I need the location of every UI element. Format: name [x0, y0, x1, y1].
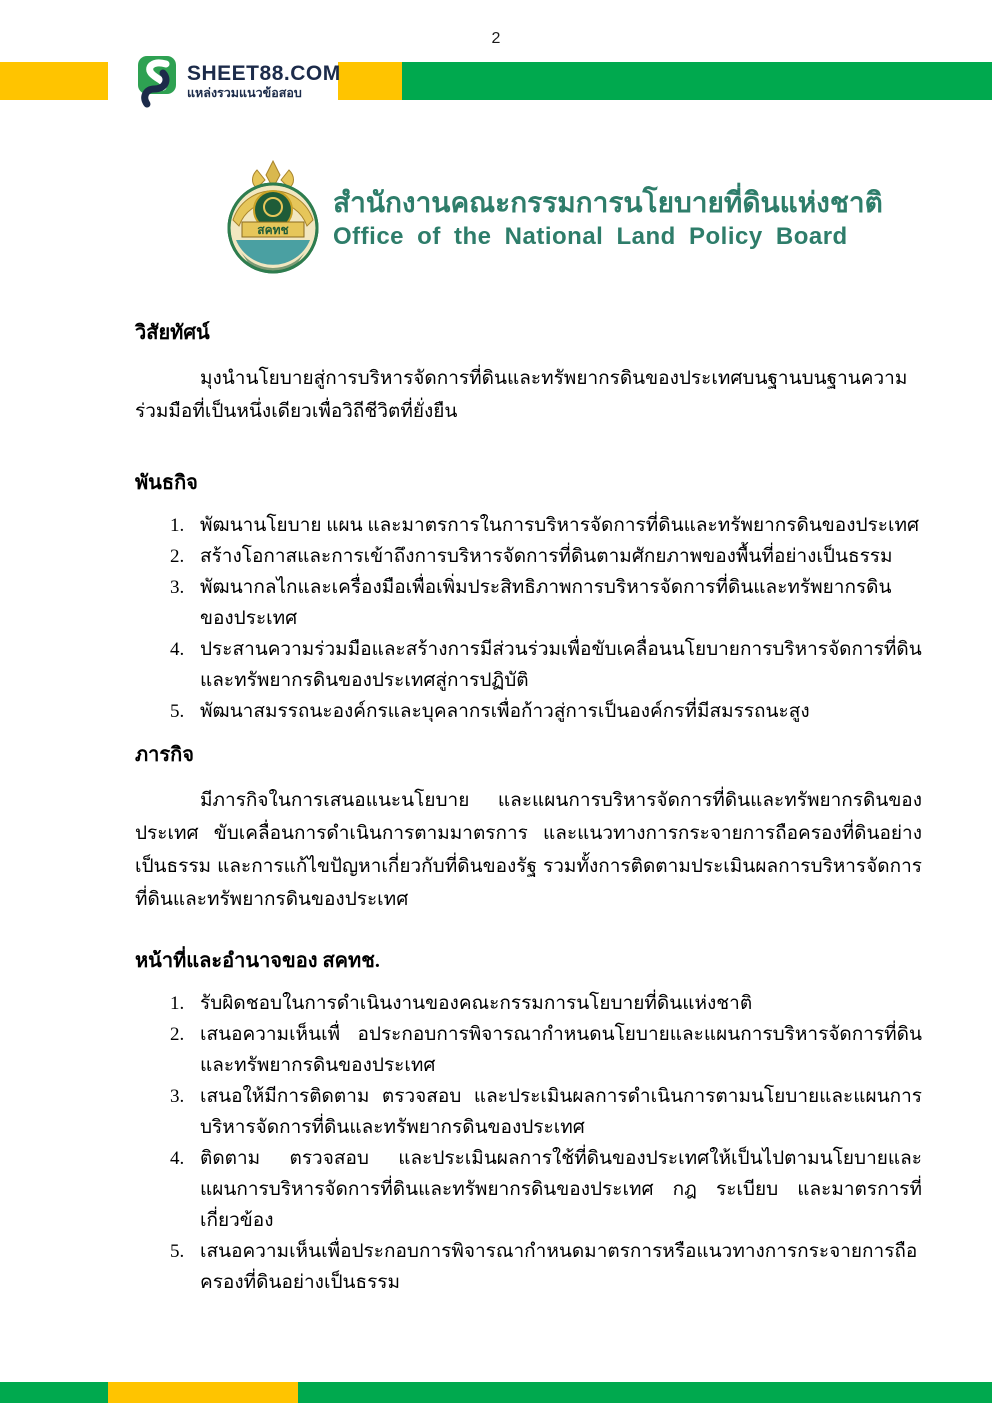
list-item-number: 5.: [170, 701, 185, 722]
mission-list: [135, 510, 922, 727]
tasks-paragraph: มีภารกิจในการเสนอแนะนโยบาย และแผนการบริหารจัดการที่ดินและทรัพยากรดินของประเทศ ขับเคลื่อนการดำเนินการตามมาตรการ และแนวทางการกระจายการถือครองที่ดินอย่างเป็นธรรม และการแก้ไขปัญหาเกี่ยวกับที่ดินของรัฐ รวมทั้งการติดตามประเมินผลการบริหารจัดการที่ดินและทรัพยากรดินของประเทศ: [135, 790, 922, 910]
list-item: [135, 634, 922, 696]
header-bar-yellow-left: [0, 62, 108, 100]
list-item-text: เสนอความเห็นเพื่อประกอบการพิจารณากำหนดมาตรการหรือแนวทางการกระจายการถือครองที่ดินอย่างเป็นธรรม: [200, 1241, 918, 1293]
section-tasks: [135, 738, 922, 916]
list-item-number: 3.: [170, 1086, 185, 1107]
sheet88-brand: [136, 56, 341, 108]
org-title-english: Office of the National Land Policy Board: [333, 223, 848, 250]
list-item: [135, 1236, 922, 1298]
list-item: [135, 988, 922, 1019]
list-item-number: 4.: [170, 1148, 185, 1169]
list-item: [135, 696, 922, 727]
header-bar-yellow-mid: [338, 62, 402, 100]
list-item-text: พัฒนานโยบาย แผน และมาตรการในการบริหารจัดการที่ดินและทรัพยากรดินของประเทศ: [200, 515, 920, 536]
list-item-number: 3.: [170, 577, 185, 598]
vision-heading: วิสัยทัศน์: [135, 322, 210, 344]
list-item: [135, 510, 922, 541]
org-emblem-text: สคทช: [257, 223, 289, 237]
list-item: [135, 572, 922, 634]
org-emblem-icon: [227, 160, 319, 276]
tasks-heading: ภารกิจ: [135, 744, 194, 766]
section-duties: [135, 944, 922, 1298]
list-item: [135, 1081, 922, 1143]
list-item: [135, 541, 922, 572]
list-item: [135, 1019, 922, 1081]
list-item-number: 1.: [170, 515, 185, 536]
duties-heading: หน้าที่และอำนาจของ สคทช.: [135, 950, 380, 972]
list-item-number: 1.: [170, 993, 185, 1014]
list-item-number: 2.: [170, 546, 185, 567]
list-item-text: ติดตาม ตรวจสอบ และประเมินผลการใช้ที่ดินของประเทศให้เป็นไปตามนโยบายและแผนการบริหารจัดการที่ดินและทรัพยากรดินของประเทศ กฎ ระเบียบ และมาตรการที่เกี่ยวข้อง: [200, 1148, 922, 1231]
list-item-text: พัฒนาสมรรถนะองค์กรและบุคลากรเพื่อก้าวสู่การเป็นองค์กรที่มีสมรรถนะสูง: [200, 701, 810, 722]
section-mission: [135, 466, 922, 727]
footer-bar-green: [0, 1382, 992, 1403]
vision-paragraph: มุงนำนโยบายสู่การบริหารจัดการที่ดินและทรัพยากรดินของประเทศบนฐานบนฐานความร่วมมือที่เป็นหนึ่งเดียวเพื่อวิถีชีวิตที่ยั่งยืน: [135, 368, 908, 422]
page-number: 2: [491, 30, 501, 47]
sheet88-brand-tagline: แหล่งรวมแนวข้อสอบ: [187, 86, 302, 101]
list-item-text: เสนอให้มีการติดตาม ตรวจสอบ และประเมินผลการดำเนินการตามนโยบายและแผนการบริหารจัดการที่ดินและทรัพยากรดินของประเทศ: [200, 1086, 922, 1138]
org-banner: [227, 160, 883, 276]
list-item-text: รับผิดชอบในการดำเนินงานของคณะกรรมการนโยบายที่ดินแห่งชาติ: [200, 993, 753, 1014]
list-item-number: 5.: [170, 1241, 185, 1262]
list-item-number: 2.: [170, 1024, 185, 1045]
section-vision: [135, 316, 922, 428]
mission-heading: พันธกิจ: [135, 472, 198, 494]
footer-bar-yellow: [108, 1382, 298, 1403]
list-item-text: ประสานความร่วมมือและสร้างการมีส่วนร่วมเพื่อขับเคลื่อนนโยบายการบริหารจัดการที่ดินและทรัพยากรดินของประเทศสู่การปฏิบัติ: [200, 639, 922, 691]
list-item: [135, 1143, 922, 1236]
list-item-text: สร้างโอกาสและการเข้าถึงการบริหารจัดการที่ดินตามศักยภาพของพื้นที่อย่างเป็นธรรม: [200, 546, 893, 567]
header-bar-green: [402, 62, 992, 100]
duties-list: [135, 988, 922, 1298]
org-title-thai: สำนักงานคณะกรรมการนโยบายที่ดินแห่งชาติ: [333, 187, 883, 218]
sheet88-brand-name: SHEET88.COM: [187, 62, 341, 86]
list-item-text: พัฒนากลไกและเครื่องมือเพื่อเพิ่มประสิทธิภาพการบริหารจัดการที่ดินและทรัพยากรดินของประเทศ: [200, 577, 892, 629]
list-item-text: เสนอความเห็นเพื่ อประกอบการพิจารณากำหนดนโยบายและแผนการบริหารจัดการที่ดินและทรัพยากรดินของประเทศ: [200, 1024, 922, 1076]
sheet88-logo-icon: [136, 56, 178, 108]
list-item-number: 4.: [170, 639, 185, 660]
